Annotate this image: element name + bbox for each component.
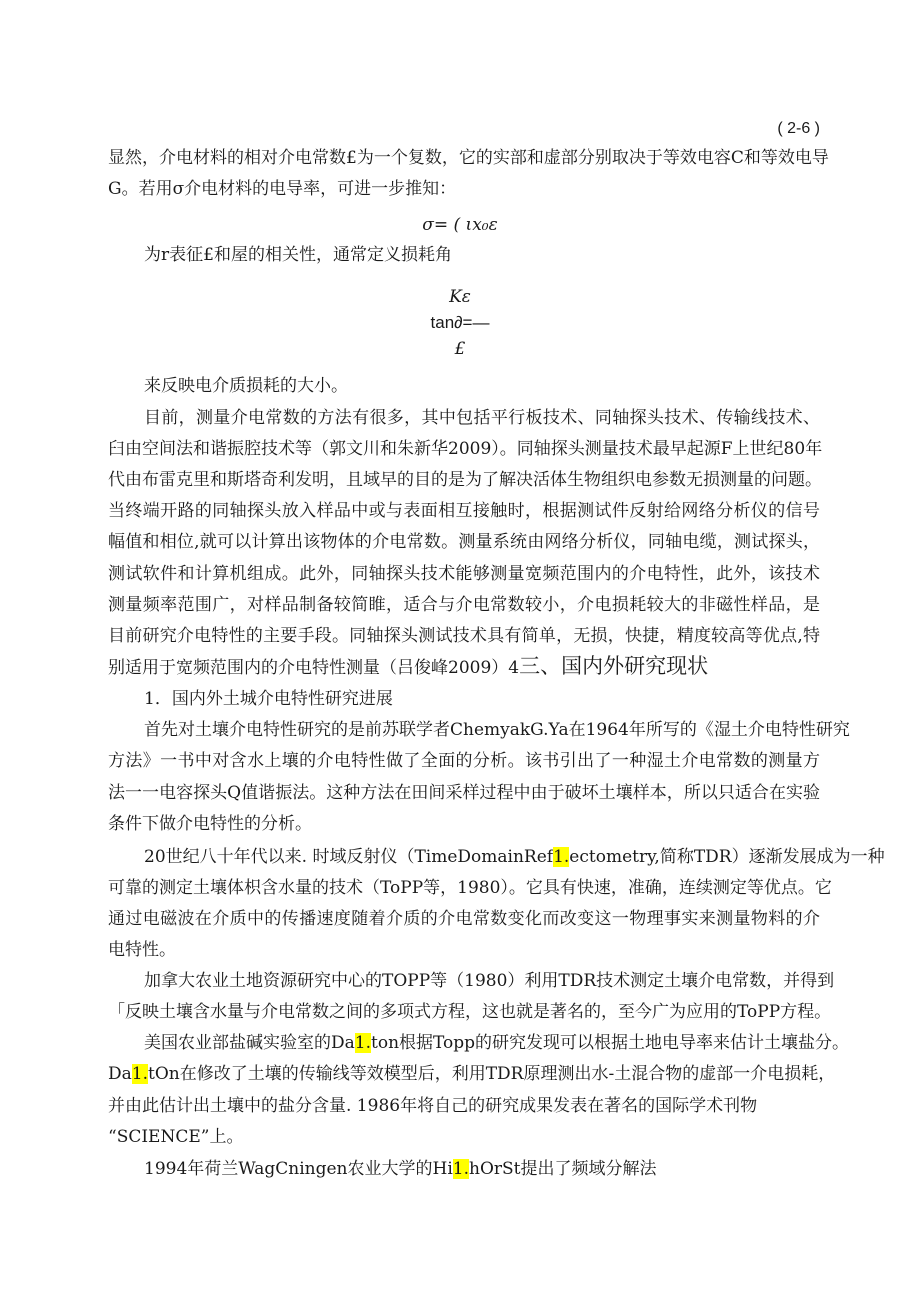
text-line: 幅值和相位,就可以计算出该物体的介电常数。测量系统由网络分析仪，同轴电缆，测试探头， — [108, 532, 820, 552]
section-heading: 三、国内外研究现状 — [519, 655, 709, 678]
text-line: 来反映电介质损耗的大小。 — [144, 376, 348, 396]
text-line — [108, 1062, 836, 1086]
text-fragment: tOn在修改了土壤的传输线等效模型后，利用TDR原理测出水-土混合物的虚部一介电损耗， — [148, 1064, 836, 1084]
equation-tan: tan∂=— — [430, 313, 490, 332]
text-fragment: Da — [108, 1064, 132, 1084]
text-line: 目前，测量介电常数的方法有很多，其中包括平行板技术、同轴探头技术、传输线技术、 — [144, 408, 820, 428]
text-fragment: hOrSt提出了频域分解法 — [469, 1159, 657, 1179]
text-line: 方法》一书中对含水上壤的介电特性做了全面的分析。该书引出了一种湿土介电常数的测量方 — [108, 751, 820, 771]
text-line: 测量频率范围广，对样品制备较简睢，适合与介电常数较小，介电损耗较大的非磁性样品，是 — [108, 595, 820, 615]
text-line: 当终端开路的同轴探头放入样品中或与表面相互接触时，根据测试件反射给网络分析仪的信号 — [108, 501, 820, 521]
equation-number: ( 2-6 ) — [777, 120, 820, 137]
equation-numerator: Kε — [449, 287, 471, 307]
text-line: 通过电磁波在介质中的传播速度随着介质的介电常数变化而改变这一物理事实来测量物料的介 — [108, 909, 820, 929]
text-line: 显然，介电材料的相对介电常数£为一个复数，它的实部和虚部分别取决于等效电容C和等效电导 — [108, 148, 829, 168]
text-line: 为r表征£和屋的相关性，通常定义损耗角 — [144, 245, 452, 265]
text-line: G。若用σ介电材料的电导率，可进一步推知： — [108, 179, 457, 199]
text-line — [108, 655, 820, 680]
text-fragment: 别适用于宽频范围内的介电特性测量（吕俊峰2009）4 — [108, 658, 520, 678]
highlight-mark: 1. — [452, 1159, 470, 1179]
text-line: “SCIENCE”上。 — [108, 1127, 244, 1147]
text-line: 可靠的测定土壤体枳含水量的技术（ToPP等，1980）。它具有快速，准确，连续测定等优点。它 — [108, 878, 832, 898]
text-line — [144, 1157, 820, 1181]
highlight-mark: 1. — [131, 1064, 148, 1084]
text-line: 加拿大农业土地资源研究中心的TOPP等（1980）利用TDR技术测定土壤介电常数，并得到 — [144, 971, 835, 991]
equation-sigma: σ= ( ιx₀ε — [422, 215, 498, 235]
text-line: 电特性。 — [108, 940, 176, 960]
text-line: 臼由空间法和谐振腔技术等（郭文川和朱新华2009）。同轴探头测量技术最早起源F上世纪80年 — [108, 439, 823, 459]
highlight-mark: 1. — [354, 1033, 371, 1053]
equation-denominator: £ — [454, 339, 466, 359]
text-line: 「反映土壤含水量与介电常数之间的多项式方程，这也就是著名的，至今广为应用的ToPP方程。 — [108, 1002, 832, 1022]
text-line: 测试软件和计算机组成。此外，同轴探头技术能够测量宽频范围内的介电特性，此外，该技术 — [108, 564, 820, 584]
text-fragment: 美国农业部盐碱实验室的Da — [144, 1033, 355, 1053]
text-fragment: 1994年荷兰WagCningen农业大学的Hi — [144, 1159, 453, 1179]
text-fragment: ectometry,简称TDR）逐渐发展成为一种 — [569, 847, 885, 867]
text-line — [144, 845, 885, 869]
text-line: 并由此估计出土壤中的盐分含量. 1986年将自己的研究成果发表在著名的国际学术刊物 — [108, 1096, 758, 1116]
subsection-heading: 1．国内外土城介电特性研究进展 — [144, 689, 393, 709]
text-line: 法一一电容探头Q值谐振法。这种方法在田间采样过程中由于破坏土壤样本，所以只适合在实验 — [108, 783, 820, 803]
highlight-mark: 1. — [553, 847, 570, 867]
text-line — [144, 1031, 850, 1055]
text-fragment: 20世纪八十年代以来. 时域反射仪（TimeDomainRef — [144, 847, 554, 867]
text-line: 代由布雷克里和斯塔奇利发明，且域早的目的是为了解决活体生物组织电参数无损测量的问题。 — [108, 470, 822, 490]
text-line: 条件下做介电特性的分析。 — [108, 814, 312, 834]
text-line: 首先对土壤介电特性研究的是前苏联学者ChemyakG.Ya在1964年所写的《湿土介电特性研究 — [144, 720, 850, 740]
text-line: 目前研究介电特性的主要手段。同轴探头测试技术具有简单，无损，快捷，精度较高等优点,特 — [108, 626, 820, 646]
text-fragment: ton根据Topp的研究发现可以根据土地电导率来估计土壤盐分。 — [371, 1033, 850, 1053]
